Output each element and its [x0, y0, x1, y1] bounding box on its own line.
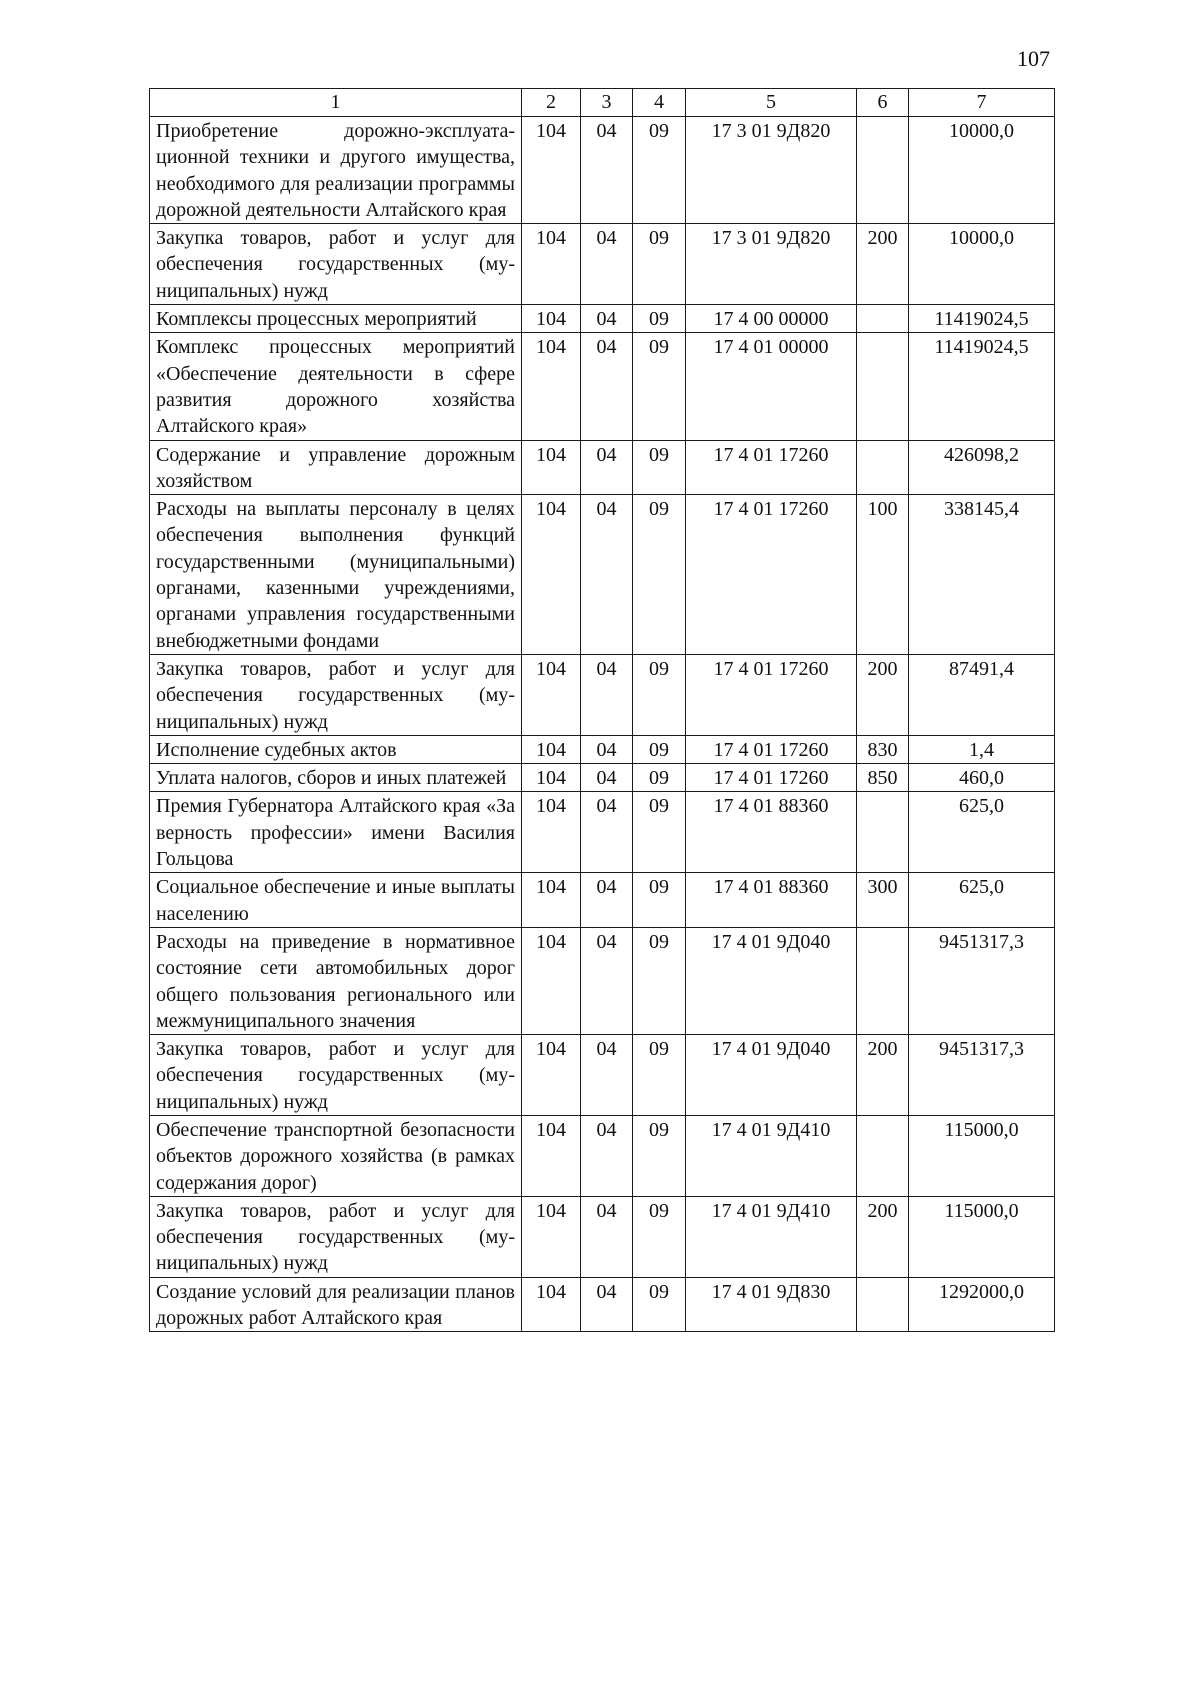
- cell-col4: 09: [633, 1035, 686, 1116]
- cell-col2: 104: [522, 927, 581, 1034]
- cell-col7: 625,0: [909, 792, 1055, 873]
- cell-name: Расходы на выплаты персоналу в целях обеспечения выполнения функций государственными (муниципальными) органами, казенными учреждениями, органами управления государственными внебюджетными фондами: [150, 495, 522, 655]
- cell-name: Приобретение дорожно-эксплуатационной техники и другого имущества, необходимого для реализации программы дорожной деятельности Алтайского края: [150, 117, 522, 224]
- cell-col3: 04: [581, 333, 633, 440]
- cell-col5: 17 4 01 9Д830: [686, 1277, 857, 1332]
- cell-name: Социальное обеспечение и иные выплаты населению: [150, 873, 522, 928]
- cell-name: Закупка товаров, работ и услуг для обеспечения государственных (муниципальных) нужд: [150, 1196, 522, 1277]
- cell-col4: 09: [633, 1277, 686, 1332]
- table-row: [150, 873, 1055, 928]
- cell-col6: 200: [857, 654, 909, 735]
- cell-col2: 104: [522, 333, 581, 440]
- cell-col4: 09: [633, 1196, 686, 1277]
- cell-col5: 17 3 01 9Д820: [686, 117, 857, 224]
- cell-col2: 104: [522, 1196, 581, 1277]
- cell-col3: 04: [581, 1035, 633, 1116]
- table-row: [150, 1277, 1055, 1332]
- cell-col5: 17 4 01 17260: [686, 440, 857, 495]
- cell-col4: 09: [633, 873, 686, 928]
- cell-col4: 09: [633, 333, 686, 440]
- header-cell: 3: [581, 89, 633, 117]
- cell-name: Закупка товаров, работ и услуг для обеспечения государственных (муниципальных) нужд: [150, 224, 522, 305]
- cell-col7: 426098,2: [909, 440, 1055, 495]
- cell-col5: 17 4 00 00000: [686, 305, 857, 333]
- cell-col7: 1,4: [909, 735, 1055, 763]
- table-row: [150, 1196, 1055, 1277]
- cell-col6: [857, 333, 909, 440]
- table-row: [150, 440, 1055, 495]
- header-cell: 6: [857, 89, 909, 117]
- cell-col3: 04: [581, 654, 633, 735]
- cell-col6: 300: [857, 873, 909, 928]
- cell-col4: 09: [633, 735, 686, 763]
- cell-col3: 04: [581, 117, 633, 224]
- cell-col4: 09: [633, 440, 686, 495]
- table-row: [150, 1115, 1055, 1196]
- cell-col6: [857, 1277, 909, 1332]
- cell-col7: 9451317,3: [909, 927, 1055, 1034]
- cell-col7: 87491,4: [909, 654, 1055, 735]
- cell-col5: 17 4 01 17260: [686, 495, 857, 655]
- cell-col7: 11419024,5: [909, 305, 1055, 333]
- header-cell: 7: [909, 89, 1055, 117]
- cell-col3: 04: [581, 1115, 633, 1196]
- page-number: 107: [1017, 46, 1050, 71]
- table-row: [150, 305, 1055, 333]
- cell-col2: 104: [522, 764, 581, 792]
- cell-name: Расходы на приведение в нормативное состояние сети автомобильных дорог общего пользования регионального или межмуниципального значения: [150, 927, 522, 1034]
- cell-col5: 17 4 01 17260: [686, 735, 857, 763]
- cell-col2: 104: [522, 1277, 581, 1332]
- cell-col6: 830: [857, 735, 909, 763]
- cell-col7: 460,0: [909, 764, 1055, 792]
- table-row: [150, 495, 1055, 655]
- cell-col6: [857, 305, 909, 333]
- cell-name: Создание условий для реализации планов дорожных работ Алтайского края: [150, 1277, 522, 1332]
- header-row: [150, 89, 1055, 117]
- cell-col2: 104: [522, 1115, 581, 1196]
- cell-col4: 09: [633, 764, 686, 792]
- cell-col6: [857, 440, 909, 495]
- cell-col4: 09: [633, 117, 686, 224]
- cell-col4: 09: [633, 792, 686, 873]
- cell-name: Содержание и управление дорожным хозяйством: [150, 440, 522, 495]
- cell-col7: 10000,0: [909, 117, 1055, 224]
- cell-name: Закупка товаров, работ и услуг для обеспечения государственных (муниципальных) нужд: [150, 654, 522, 735]
- cell-col6: [857, 927, 909, 1034]
- cell-col7: 338145,4: [909, 495, 1055, 655]
- cell-name: Закупка товаров, работ и услуг для обеспечения государственных (муниципальных) нужд: [150, 1035, 522, 1116]
- cell-col5: 17 4 01 17260: [686, 654, 857, 735]
- cell-col3: 04: [581, 735, 633, 763]
- table-row: [150, 333, 1055, 440]
- cell-col5: 17 4 01 00000: [686, 333, 857, 440]
- cell-col3: 04: [581, 1196, 633, 1277]
- cell-col2: 104: [522, 873, 581, 928]
- cell-col5: 17 4 01 88360: [686, 873, 857, 928]
- cell-col3: 04: [581, 1277, 633, 1332]
- table-row: [150, 117, 1055, 224]
- cell-col2: 104: [522, 224, 581, 305]
- cell-col4: 09: [633, 1115, 686, 1196]
- header-cell: 1: [150, 89, 522, 117]
- cell-col3: 04: [581, 495, 633, 655]
- header-cell: 2: [522, 89, 581, 117]
- table-row: [150, 1035, 1055, 1116]
- cell-col6: [857, 792, 909, 873]
- cell-col3: 04: [581, 224, 633, 305]
- table-row: [150, 654, 1055, 735]
- budget-table: [149, 88, 1055, 1332]
- cell-col4: 09: [633, 927, 686, 1034]
- cell-col5: 17 4 01 17260: [686, 764, 857, 792]
- cell-col6: 100: [857, 495, 909, 655]
- cell-col7: 1292000,0: [909, 1277, 1055, 1332]
- cell-col2: 104: [522, 117, 581, 224]
- cell-col3: 04: [581, 873, 633, 928]
- cell-col2: 104: [522, 495, 581, 655]
- cell-name: Обеспечение транспортной безопасности объектов дорожного хозяйства (в рамках содержания дорог): [150, 1115, 522, 1196]
- cell-col5: 17 4 01 9Д040: [686, 1035, 857, 1116]
- cell-col3: 04: [581, 927, 633, 1034]
- cell-col5: 17 3 01 9Д820: [686, 224, 857, 305]
- cell-name: Комплекс процессных мероприятий «Обеспечение деятельности в сфере развития дорожного хозяйства Алтайского края»: [150, 333, 522, 440]
- cell-col5: 17 4 01 9Д410: [686, 1115, 857, 1196]
- cell-col7: 9451317,3: [909, 1035, 1055, 1116]
- cell-name: Уплата налогов, сборов и иных платежей: [150, 764, 522, 792]
- cell-col7: 625,0: [909, 873, 1055, 928]
- cell-name: Премия Губернатора Алтайского края «За верность профессии» имени Василия Гольцова: [150, 792, 522, 873]
- cell-col3: 04: [581, 440, 633, 495]
- table-row: [150, 927, 1055, 1034]
- header-cell: 5: [686, 89, 857, 117]
- cell-col5: 17 4 01 9Д040: [686, 927, 857, 1034]
- cell-col7: 10000,0: [909, 224, 1055, 305]
- cell-col2: 104: [522, 654, 581, 735]
- cell-col2: 104: [522, 305, 581, 333]
- cell-col2: 104: [522, 792, 581, 873]
- cell-col6: [857, 117, 909, 224]
- cell-col6: [857, 1115, 909, 1196]
- table-row: [150, 224, 1055, 305]
- cell-col4: 09: [633, 654, 686, 735]
- cell-col4: 09: [633, 305, 686, 333]
- cell-name: Исполнение судебных актов: [150, 735, 522, 763]
- cell-col3: 04: [581, 792, 633, 873]
- cell-col5: 17 4 01 88360: [686, 792, 857, 873]
- table-row: [150, 735, 1055, 763]
- cell-col6: 850: [857, 764, 909, 792]
- cell-col5: 17 4 01 9Д410: [686, 1196, 857, 1277]
- cell-col7: 11419024,5: [909, 333, 1055, 440]
- table-row: [150, 764, 1055, 792]
- table-row: [150, 792, 1055, 873]
- cell-col7: 115000,0: [909, 1196, 1055, 1277]
- header-cell: 4: [633, 89, 686, 117]
- cell-name: Комплексы процессных мероприятий: [150, 305, 522, 333]
- cell-col6: 200: [857, 1196, 909, 1277]
- cell-col2: 104: [522, 440, 581, 495]
- cell-col6: 200: [857, 224, 909, 305]
- cell-col2: 104: [522, 735, 581, 763]
- cell-col3: 04: [581, 305, 633, 333]
- cell-col6: 200: [857, 1035, 909, 1116]
- cell-col4: 09: [633, 495, 686, 655]
- cell-col2: 104: [522, 1035, 581, 1116]
- cell-col3: 04: [581, 764, 633, 792]
- cell-col7: 115000,0: [909, 1115, 1055, 1196]
- cell-col4: 09: [633, 224, 686, 305]
